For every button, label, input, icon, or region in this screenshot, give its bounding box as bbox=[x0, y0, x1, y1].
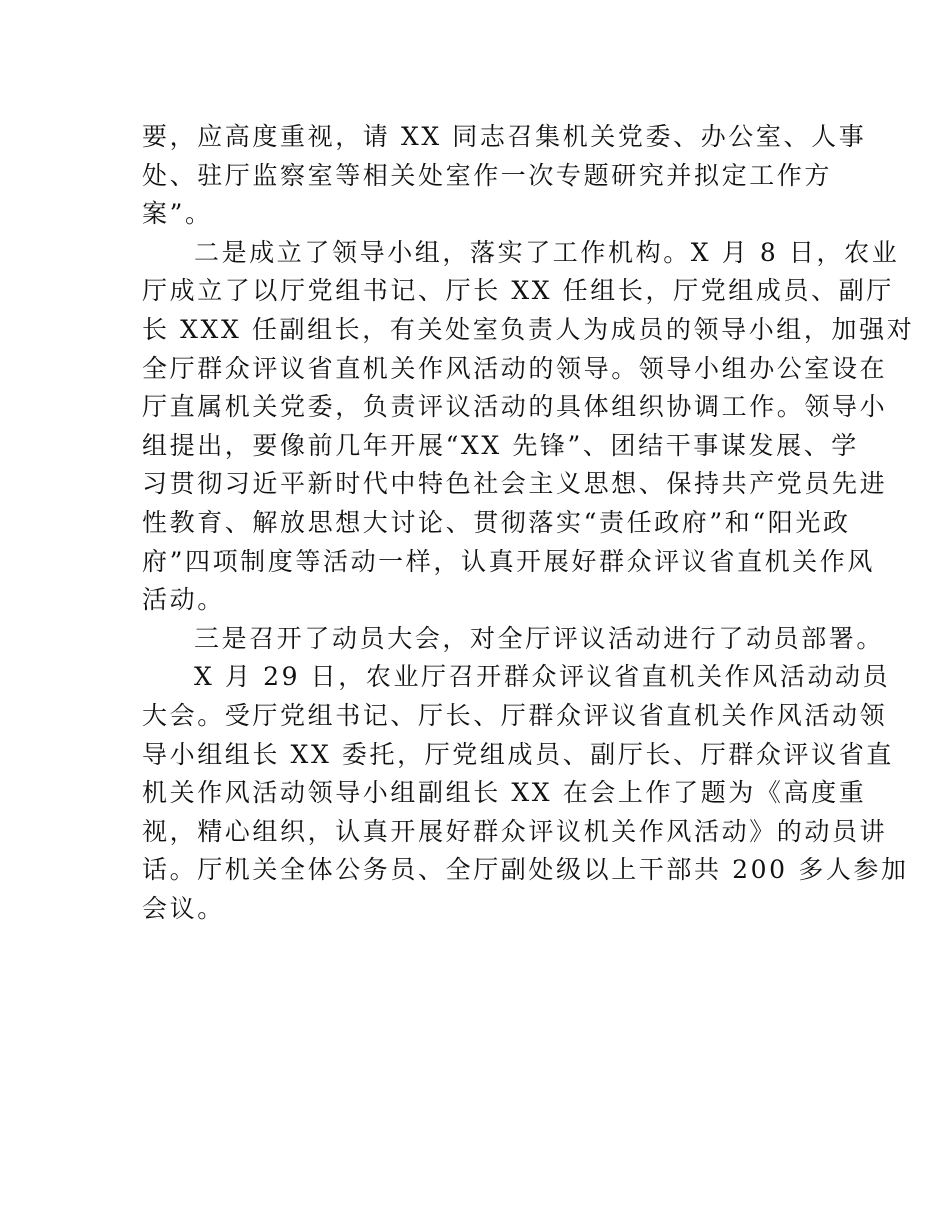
paragraph-start-line: X 月 29 日，农业厅召开群众评议省直机关作风活动动员 bbox=[194, 662, 891, 692]
document-body bbox=[142, 118, 915, 928]
text-line: 性教育、解放思想大讨论、贯彻落实“责任政府”和“阳光政 bbox=[142, 507, 851, 537]
text-line: 全厅群众评议省直机关作风活动的领导。领导小组办公室设在 bbox=[142, 353, 888, 383]
text-line: 组提出，要像前几年开展“XX 先锋”、团结干事谋发展、学 bbox=[142, 430, 859, 460]
text-line: 习贯彻习近平新时代中特色社会主义思想、保持共产党员先进 bbox=[142, 469, 888, 499]
text-line: 厅直属机关党委，负责评议活动的具体组织协调工作。领导小 bbox=[142, 392, 888, 422]
text-line: 案”。 bbox=[142, 199, 213, 229]
text-line: 大会。受厅党组书记、厅长、厅群众评议省直机关作风活动领 bbox=[142, 700, 888, 730]
text-line: 府”四项制度等活动一样，认真开展好群众评议省直机关作风 bbox=[142, 546, 875, 576]
paragraph-start-line: 二是成立了领导小组，落实了工作机构。X 月 8 日，农业 bbox=[194, 237, 900, 267]
text-line: 视，精心组织，认真开展好群众评议机关作风活动》的动员讲 bbox=[142, 816, 888, 846]
text-line: 话。厅机关全体公务员、全厅副处级以上干部共 200 多人参加 bbox=[142, 855, 909, 885]
text-line: 会议。 bbox=[142, 893, 225, 923]
text-line: 活动。 bbox=[142, 585, 225, 615]
text-line: 导小组组长 XX 委托，厅党组成员、副厅长、厅群众评议省直 bbox=[142, 739, 894, 769]
text-line: 长 XXX 任副组长，有关处室负责人为成员的领导小组，加强对 bbox=[142, 314, 915, 344]
paragraph-start-line: 三是召开了动员大会，对全厅评议活动进行了动员部署。 bbox=[194, 623, 885, 653]
text-line: 厅成立了以厅党组书记、厅长 XX 任组长，厅党组成员、副厅 bbox=[142, 276, 894, 306]
text-line: 处、驻厅监察室等相关处室作一次专题研究并拟定工作方 bbox=[142, 160, 833, 190]
text-line: 要，应高度重视，请 XX 同志召集机关党委、办公室、人事 bbox=[142, 122, 867, 151]
text-line: 机关作风活动领导小组副组长 XX 在会上作了题为《高度重 bbox=[142, 778, 867, 808]
